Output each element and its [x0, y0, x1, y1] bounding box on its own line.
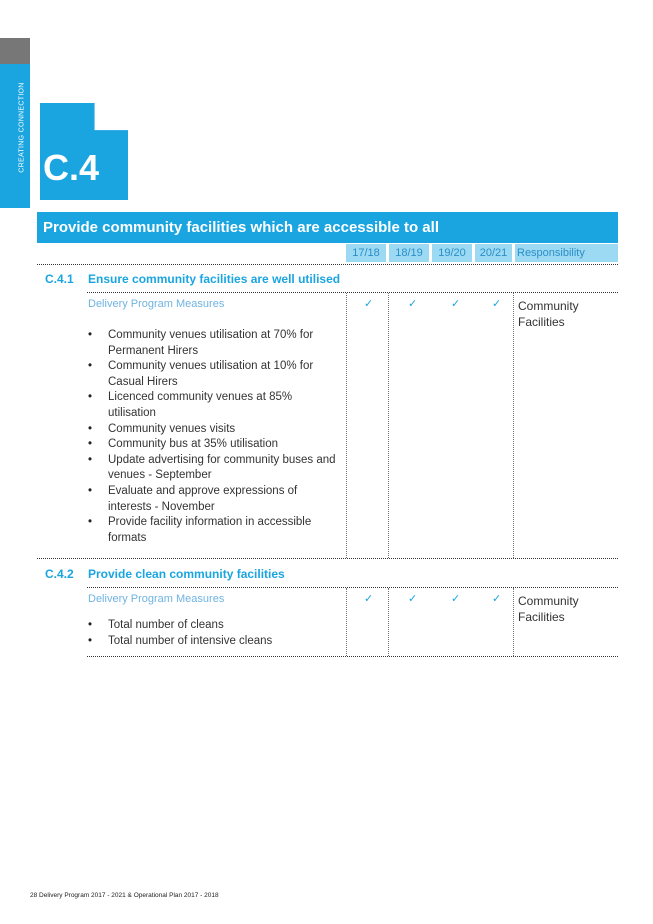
list-item: • Total number of intensive cleans — [88, 634, 343, 650]
list-item: • Community bus at 35% utilisation — [88, 437, 343, 453]
section-end-divider — [87, 656, 618, 657]
side-tab-label-wrap — [14, 64, 26, 204]
column-header-1920: 19/20 — [432, 244, 472, 262]
column-divider — [346, 293, 347, 558]
tick-icon: ✓ — [364, 593, 374, 605]
section-badge-text: C.4 — [43, 147, 100, 188]
tick-icon: ✓ — [408, 298, 418, 310]
banner-title: Provide community facilities which are accessible to all — [43, 219, 439, 236]
tick-icon: ✓ — [451, 593, 461, 605]
side-tab-label: CREATING CONNECTION — [18, 82, 26, 173]
responsibility: Community Facilities — [518, 299, 579, 329]
list-item: • Licenced community venues at 85% utilisation — [88, 390, 343, 421]
section-number: C.4.1 — [45, 272, 74, 286]
side-tab — [0, 64, 30, 208]
measures-list — [88, 618, 343, 649]
section-divider — [87, 587, 618, 588]
section-title: Ensure community facilities are well utilised — [88, 272, 341, 286]
column-divider — [388, 293, 389, 558]
list-item: • Community venues utilisation at 70% for Permanent Hirers — [88, 328, 343, 359]
section-banner — [37, 212, 618, 243]
tick-icon: ✓ — [364, 298, 374, 310]
section-number: C.4.2 — [45, 567, 74, 581]
tick-icon: ✓ — [492, 593, 502, 605]
list-item: • Evaluate and approve expressions of interests - November — [88, 484, 343, 515]
list-item: • Update advertising for community buses and venues - September — [88, 453, 343, 484]
measures-list — [88, 328, 343, 546]
measures-label: Delivery Program Measures — [88, 298, 225, 310]
header-divider — [37, 264, 618, 265]
side-tab-marker — [0, 38, 30, 64]
column-header-responsibility: Responsibility — [515, 244, 618, 262]
list-item: • Community venues utilisation at 10% for Casual Hirers — [88, 359, 343, 390]
column-header-2021: 20/21 — [475, 244, 512, 262]
column-divider — [513, 293, 514, 558]
tick-icon: ✓ — [492, 298, 502, 310]
list-item: • Community venues visits — [88, 422, 343, 438]
responsibility: Community Facilities — [518, 594, 579, 624]
column-divider — [346, 588, 347, 656]
section-title: Provide clean community facilities — [88, 567, 285, 581]
column-divider — [513, 588, 514, 656]
tick-icon: ✓ — [451, 298, 461, 310]
section-end-divider — [37, 558, 618, 559]
column-divider — [388, 588, 389, 656]
column-header-1718: 17/18 — [346, 244, 386, 262]
page-footer: 28 Delivery Program 2017 - 2021 & Operational Plan 2017 - 2018 — [30, 892, 219, 899]
list-item: • Total number of cleans — [88, 618, 343, 634]
column-header-1819: 18/19 — [389, 244, 429, 262]
measures-label: Delivery Program Measures — [88, 593, 225, 605]
section-divider — [87, 292, 618, 293]
list-item: • Provide facility information in accessible formats — [88, 515, 343, 546]
tick-icon: ✓ — [408, 593, 418, 605]
